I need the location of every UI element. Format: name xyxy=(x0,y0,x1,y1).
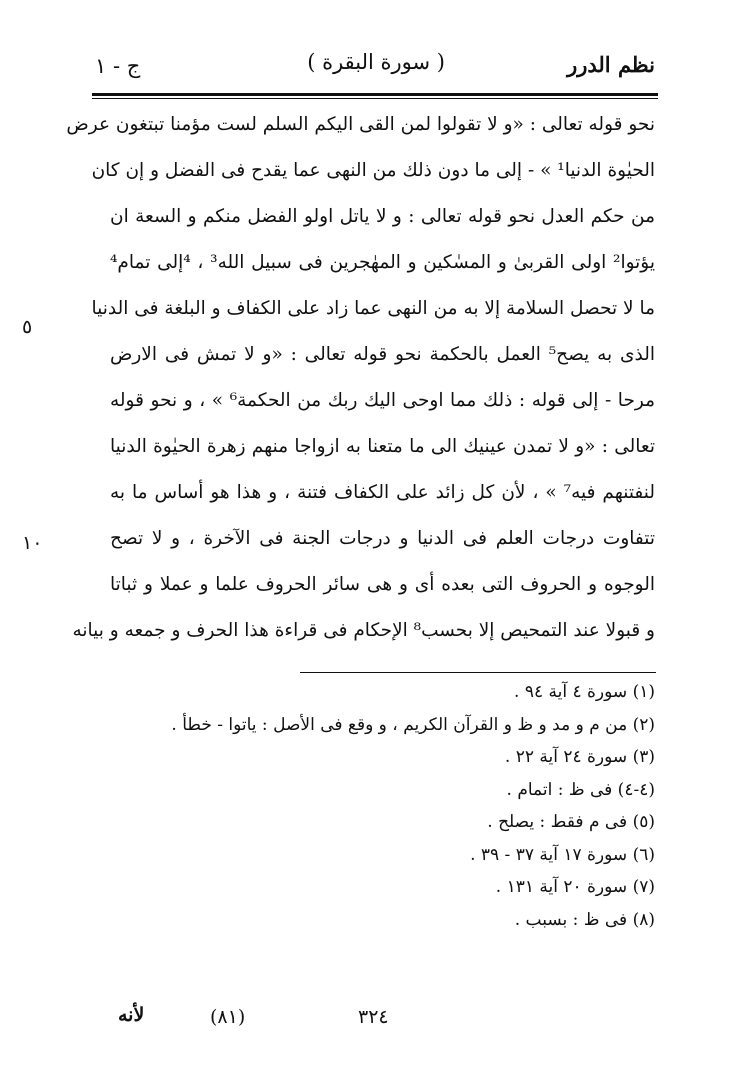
line-number-5: ٥ xyxy=(22,316,33,338)
footnote: (٢) من م و مد و ظ و القرآن الكريم ، و وقع فى الأصل : ياتوا - خطأ . xyxy=(171,714,655,735)
footnote: (٦) سورة ١٧ آية ٣٧ - ٣٩ . xyxy=(470,844,655,865)
text-line: و قبولا عند التمحيص إلا بحسب⁸ الإحكام فى قراءة هذا الحرف و جمعه و بيانه xyxy=(72,620,655,641)
header-rule-thick xyxy=(92,93,658,96)
page-footer xyxy=(0,1000,755,1040)
signature-number: (٨١) xyxy=(210,1006,246,1028)
footnote: (٧) سورة ٢٠ آية ١٣١ . xyxy=(495,877,655,897)
header-rule-thin xyxy=(92,98,658,99)
text-line: ما لا تحصل السلامة إلا به من النهى عما زاد على الكفاف و البلغة فى الدنيا xyxy=(91,298,655,319)
text-line: تعالى : «و لا تمدن عينيك الى ما متعنا به ازواجا منهم زهرة الحيٰوة الدنيا xyxy=(110,436,655,457)
footnote: (٣) سورة ٢٤ آية ٢٢ . xyxy=(504,747,655,767)
footnote: (٨) فى ظ : بسبب . xyxy=(514,909,655,930)
text-line: يؤتوا² اولى القربىٰ و المسٰكين و المهٰجرين فى سبيل الله³ ، ⁴إلى تمام⁴ xyxy=(110,252,655,273)
text-line: الذى به يصح⁵ العمل بالحكمة نحو قوله تعالى : «و لا تمش فى الارض xyxy=(110,344,655,365)
main-text xyxy=(66,102,655,654)
text-line: تتفاوت درجات العلم فى الدنيا و درجات الجنة فى الآخرة ، و لا تصح xyxy=(110,528,655,549)
catchword: لأنه xyxy=(118,1004,145,1026)
footnote: (٥) فى م فقط : يصلح . xyxy=(487,812,655,832)
footnotes xyxy=(95,676,655,936)
text-line: مرحا - إلى قوله : ذلك مما اوحى اليك ربك من الحكمة⁶ » ، و نحو قوله xyxy=(110,390,655,411)
text-line: الوجوه و الحروف التى بعده أى و هى سائر الحروف علما و عملا و ثباتا xyxy=(110,574,655,595)
surah-heading: ( سورة البقرة ) xyxy=(307,50,445,74)
running-header xyxy=(95,48,655,88)
line-number-10: ١٠ xyxy=(22,532,43,554)
footnote-rule xyxy=(300,672,656,673)
book-title: نظم الدرر xyxy=(567,52,655,77)
footnote: (١) سورة ٤ آية ٩٤ . xyxy=(514,682,655,702)
page-number: ٣٢٤ xyxy=(358,1006,389,1028)
text-line: الحيٰوة الدنيا¹ » - إلى ما دون ذلك من النهى عما يقدح فى الفضل و إن كان xyxy=(91,160,655,181)
footnote: (٤-٤) فى ظ : اتمام . xyxy=(506,779,655,800)
text-line: نحو قوله تعالى : «و لا تقولوا لمن القى اليكم السلم لست مؤمنا تبتغون عرض xyxy=(66,114,655,135)
text-line: لنفتنهم فيه⁷ » ، لأن كل زائد على الكفاف فتنة ، و هذا هو أساس ما به xyxy=(110,482,655,503)
part-number: ج - ١ xyxy=(95,54,141,78)
text-line: من حكم العدل نحو قوله تعالى : و لا ياتل اولو الفضل منكم و السعة ان xyxy=(110,206,655,227)
